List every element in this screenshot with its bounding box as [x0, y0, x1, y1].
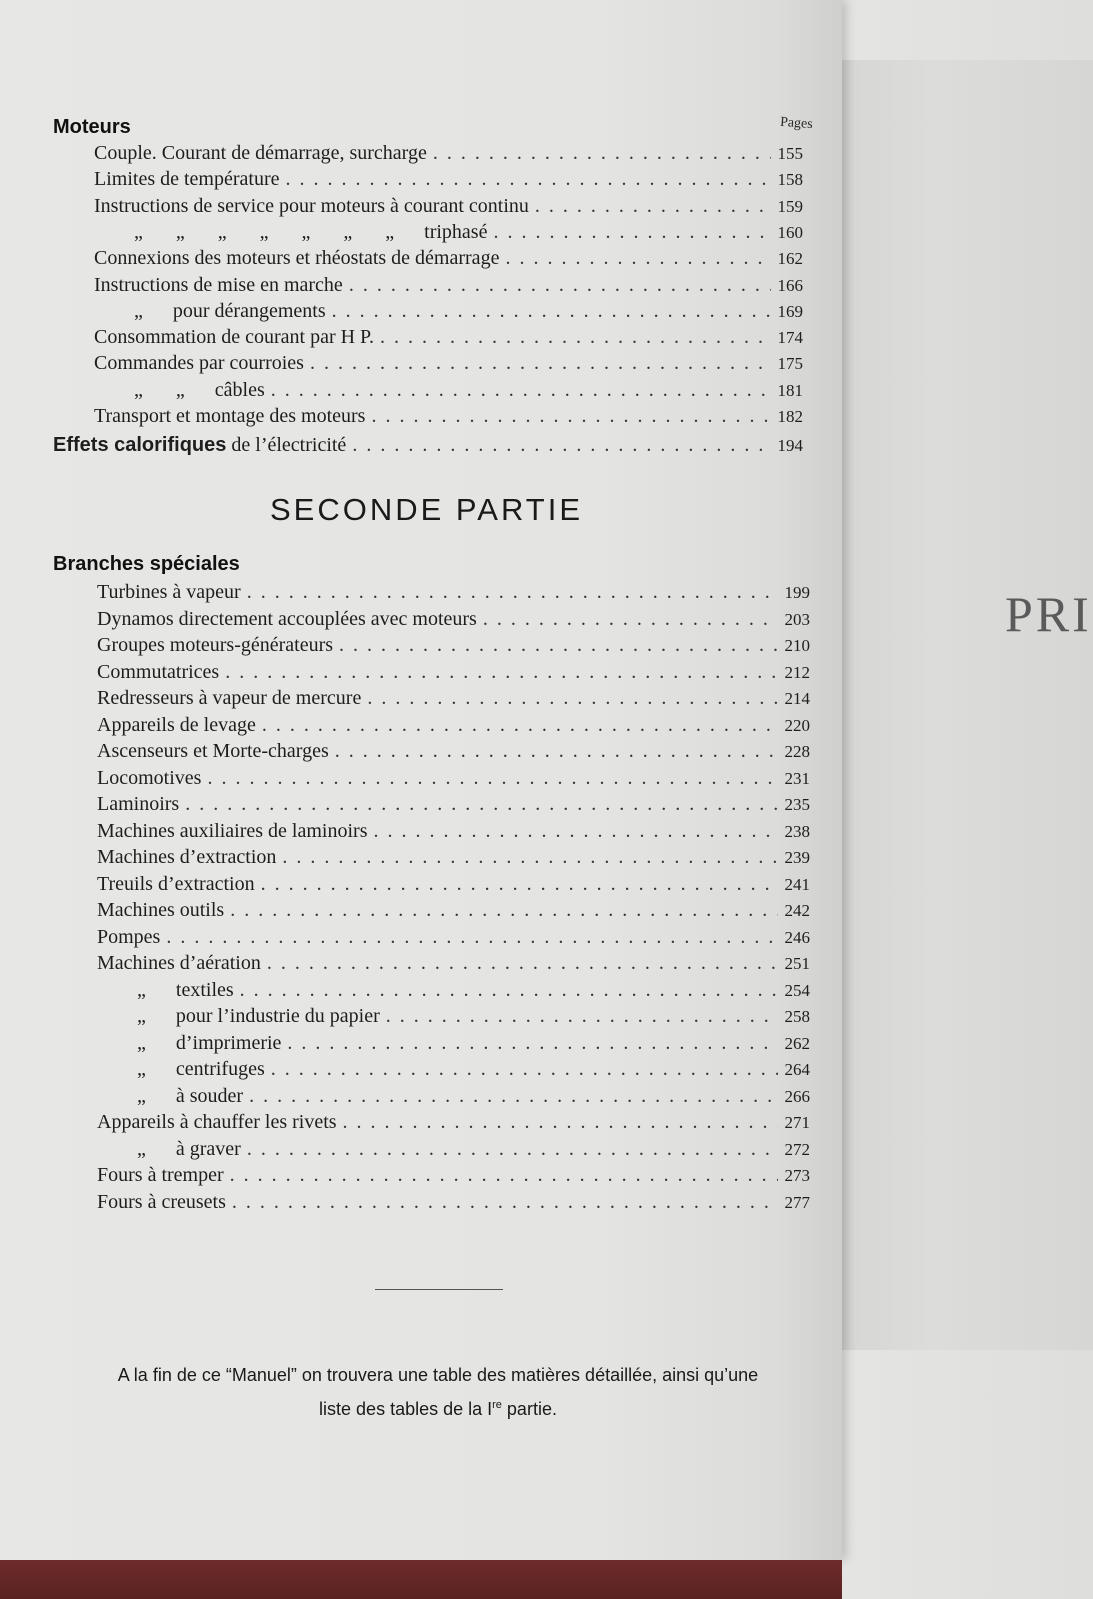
- toc-entry: [97, 714, 810, 737]
- toc-entry-label-group: [97, 740, 329, 763]
- ditto-marks: „: [137, 1137, 146, 1160]
- toc-entry-label-group: [97, 1164, 224, 1187]
- toc-entry-label: d’imprimerie: [175, 1031, 282, 1054]
- toc-entry-page: 241: [784, 874, 810, 894]
- toc-entry-label: Locomotives: [97, 766, 202, 789]
- dot-leader: [185, 793, 778, 816]
- ditto-marks: „: [137, 1005, 146, 1027]
- toc-entry-page: 194: [777, 436, 803, 455]
- dot-leader: [373, 820, 778, 843]
- toc-entry-label: Laminoirs: [97, 793, 180, 815]
- dot-leader: [343, 1111, 778, 1134]
- toc-entry-label: à graver: [175, 1137, 241, 1160]
- toc-entry-label-group: [94, 247, 499, 270]
- dot-leader: [271, 1058, 778, 1081]
- toc-entry-label-group: [97, 846, 276, 869]
- toc-entry: [97, 1111, 810, 1134]
- toc-entry: [94, 326, 803, 349]
- toc-entry-label-group: [97, 926, 160, 949]
- dot-leader: [249, 1085, 778, 1108]
- toc-entry: [94, 274, 803, 297]
- toc-entry-page: 159: [777, 196, 803, 216]
- toc-entry: [97, 846, 810, 869]
- toc-entry-label: à souder: [175, 1084, 244, 1107]
- toc-entry-page: 182: [777, 407, 803, 426]
- toc-entry-page: 199: [784, 583, 810, 602]
- toc-entry-label-group: [97, 767, 201, 790]
- dot-leader: [332, 300, 771, 323]
- toc-entry: [97, 767, 810, 790]
- toc-entry: [97, 793, 810, 816]
- toc-entry-page: 220: [784, 715, 810, 735]
- toc-entry-label: Pompes: [97, 925, 161, 948]
- toc-entry: [97, 1085, 810, 1108]
- dot-leader: [367, 687, 778, 710]
- toc-entry-label: Limites de température: [94, 168, 280, 191]
- dot-leader: [335, 740, 778, 763]
- toc-entry-label: Machines d’extraction: [97, 846, 277, 868]
- dot-leader: [267, 952, 778, 975]
- toc-entry: [97, 926, 810, 949]
- footnote-superscript: re: [492, 1399, 502, 1411]
- toc-entry-label-group: [97, 952, 261, 975]
- toc-entry-page: 251: [784, 954, 810, 973]
- toc-entry-label: Redresseurs à vapeur de mercure: [97, 687, 362, 709]
- toc-entry-page: 214: [784, 689, 810, 708]
- dot-leader: [339, 634, 778, 657]
- toc-entry-label: Fours à creusets: [97, 1190, 226, 1213]
- toc-entry-label-group: [97, 873, 255, 896]
- toc-entry-label: triphasé: [424, 220, 488, 243]
- ditto-marks: „: [137, 1058, 146, 1080]
- toc-entry-page: 242: [784, 901, 810, 920]
- toc-entry-label-group: [94, 352, 304, 375]
- section-heading-moteurs: Moteurs: [53, 116, 131, 138]
- toc-entry: [94, 221, 803, 244]
- section-heading-effets: Effets calorifiques: [53, 434, 227, 456]
- toc-entry-label: pour dérangements: [172, 299, 326, 322]
- ditto-marks: „: [137, 1084, 146, 1107]
- toc-entry-page: 166: [777, 275, 803, 295]
- toc-entry-label-group: [97, 979, 234, 1002]
- toc-entry-page: 169: [777, 301, 803, 321]
- dot-leader: [230, 1164, 778, 1187]
- footnote-line-2: [58, 1390, 818, 1424]
- toc-entry-label: Machines d’aération: [97, 952, 261, 974]
- toc-entry-label-group: [94, 379, 265, 402]
- toc-entry-label: Couple. Courant de démarrage, surcharge: [94, 142, 427, 164]
- dot-leader: [287, 1032, 778, 1055]
- section-heading-branches: Branches spéciales: [53, 553, 240, 575]
- toc-entry: [94, 379, 803, 402]
- toc-entry: [97, 1032, 810, 1055]
- dot-leader: [380, 326, 771, 349]
- toc-entry: [97, 1138, 810, 1161]
- toc-entry-label: de l’électricité: [231, 434, 347, 456]
- toc-entry-label: Instructions de mise en marche: [94, 273, 343, 296]
- toc-entry-page: 160: [777, 222, 803, 242]
- dot-leader: [240, 979, 778, 1002]
- toc-entry-label-group: [94, 168, 279, 191]
- toc-entry-page: 228: [784, 742, 810, 761]
- toc-entry-page: 272: [784, 1139, 810, 1159]
- toc-entry-label: Connexions des moteurs et rhéostats de démarrage: [94, 247, 500, 270]
- toc-entry-label: Groupes moteurs-générateurs: [97, 634, 334, 656]
- toc-entry: [97, 1191, 810, 1214]
- dot-leader: [166, 926, 778, 949]
- toc-entry-page: 238: [784, 821, 810, 841]
- toc-entry-label-group: [97, 581, 241, 604]
- toc-entry-page: 155: [777, 144, 803, 163]
- toc-entry-label: Appareils à chauffer les rivets: [97, 1111, 337, 1133]
- dot-leader: [310, 352, 771, 375]
- toc-entry-label: Appareils de levage: [97, 713, 256, 736]
- toc-entry-label: Instructions de service pour moteurs à courant continu: [94, 194, 529, 217]
- toc-entry: [94, 300, 803, 323]
- toc-entry: [94, 168, 803, 191]
- toc-entry-label: Treuils d’extraction: [97, 872, 255, 895]
- toc-entry-label-group: [97, 608, 477, 631]
- footnote: [58, 1360, 818, 1424]
- dot-leader: [247, 581, 778, 604]
- toc-entry-page: 273: [784, 1166, 810, 1185]
- toc-entry: [97, 661, 810, 684]
- toc-entry-label-group: [97, 1058, 265, 1081]
- toc-entry-label-group: [97, 1032, 281, 1055]
- toc-entry-label-group: [97, 661, 219, 684]
- dot-leader: [230, 899, 778, 922]
- toc-entry-page: 158: [777, 170, 803, 190]
- ditto-marks: „ „: [134, 378, 185, 401]
- toc-entry: [97, 608, 810, 631]
- toc-entry-label: Machines auxiliaires de laminoirs: [97, 819, 368, 842]
- toc-entry-page: 262: [784, 1033, 810, 1053]
- ditto-marks: „: [137, 978, 146, 1001]
- toc-entry-label: Consommation de courant par H P.: [94, 326, 374, 349]
- toc-entry: [94, 352, 803, 375]
- toc-entry-page: 210: [784, 636, 810, 655]
- divider-rule: [375, 1289, 503, 1290]
- toc-entry-label-group: [97, 1191, 226, 1214]
- toc-entry: [97, 581, 810, 604]
- toc-entry-page: 212: [784, 662, 810, 682]
- toc-entry-label: Dynamos directement accouplées avec moteurs: [97, 607, 477, 630]
- dot-leader: [493, 221, 771, 244]
- footnote-line-2-end: partie.: [501, 1399, 557, 1419]
- toc-entry-page: 254: [784, 980, 810, 1000]
- ditto-marks: „: [134, 299, 143, 322]
- dot-leader: [225, 661, 778, 684]
- toc-entry-effets-calorifiques: [53, 434, 803, 457]
- toc-entry: [97, 899, 810, 922]
- toc-entry-label: textiles: [175, 978, 234, 1001]
- toc-entry-label-group: [97, 687, 361, 710]
- toc-entry-label-group: [97, 899, 224, 922]
- toc-entry: [97, 820, 810, 843]
- toc-entry-page: 203: [784, 609, 810, 629]
- toc-entry: [97, 1005, 810, 1028]
- dot-leader: [232, 1191, 778, 1214]
- toc-entry-label: Transport et montage des moteurs: [94, 405, 366, 427]
- toc-entry: [97, 1164, 810, 1187]
- toc-entry-page: 246: [784, 927, 810, 947]
- toc-entry-label: Commandes par courroies: [94, 352, 304, 375]
- toc-entry-label: centrifuges: [175, 1058, 265, 1080]
- ditto-marks: „: [137, 1031, 146, 1054]
- toc-entry-label-group: [94, 274, 343, 297]
- toc-entry: [97, 687, 810, 710]
- toc-entry-page: 277: [784, 1192, 810, 1212]
- book-binding: [0, 1560, 842, 1599]
- dot-leader: [207, 767, 778, 790]
- toc-entry: [97, 634, 810, 657]
- toc-entry-page: 175: [777, 354, 803, 374]
- toc-entry-label-group: [94, 221, 487, 244]
- dot-leader: [271, 379, 771, 402]
- toc-entry-page: 231: [784, 768, 810, 788]
- toc-entry: [94, 247, 803, 270]
- toc-entry-label-group: [97, 1138, 241, 1161]
- toc-entry-label-group: [97, 1005, 380, 1028]
- toc-entry-label-group: [97, 793, 179, 816]
- part-title: SECONDE PARTIE: [270, 492, 584, 527]
- toc-entry: [97, 873, 810, 896]
- toc-entry: [94, 195, 803, 218]
- dot-leader: [352, 434, 771, 457]
- toc-entry-page: 174: [777, 328, 803, 348]
- toc-entry-label-group: [97, 1085, 243, 1108]
- dot-leader: [282, 846, 778, 869]
- ditto-marks: „ „ „ „ „ „ „: [134, 220, 395, 243]
- toc-entry-page: 181: [777, 380, 803, 400]
- toc-entry-label: Machines outils: [97, 899, 225, 921]
- toc-entry-page: 264: [784, 1060, 810, 1079]
- toc-entry-label-group: [94, 142, 427, 165]
- toc-entry: [94, 142, 803, 165]
- toc-entry-page: 239: [784, 848, 810, 867]
- toc-entry-label: Fours à tremper: [97, 1164, 224, 1186]
- toc-entry-label-group: [97, 820, 367, 843]
- toc-entry-label-group: [94, 195, 529, 218]
- toc-entry-label: câbles: [214, 378, 265, 401]
- dot-leader: [262, 714, 778, 737]
- dot-leader: [505, 247, 771, 270]
- toc-entry-page: 235: [784, 795, 810, 814]
- dot-leader: [261, 873, 778, 896]
- toc-entry-label: Turbines à vapeur: [97, 581, 241, 603]
- toc-entry-label: Commutatrices: [97, 660, 220, 683]
- footnote-line-1: A la fin de ce “Manuel” on trouvera une table des matières détaillée, ainsi qu’une: [117, 1365, 759, 1385]
- toc-entry: [97, 1058, 810, 1081]
- toc-entry-label-group: [94, 300, 326, 323]
- toc-entry: [94, 405, 803, 428]
- toc-entry-page: 271: [784, 1113, 810, 1132]
- toc-entry-page: 258: [784, 1007, 810, 1026]
- toc-entry-page: 266: [784, 1086, 810, 1106]
- toc-entry-label-group: [97, 714, 256, 737]
- right-page-partial-title: PRI: [1005, 586, 1092, 642]
- footnote-line-2-text: liste des tables de la I: [319, 1399, 493, 1419]
- toc-entry: [97, 952, 810, 975]
- dot-leader: [371, 405, 771, 428]
- dot-leader: [483, 608, 778, 631]
- toc-entry-label-group: [97, 634, 333, 657]
- dot-leader: [535, 195, 771, 218]
- toc-entry-label-group: [94, 405, 365, 428]
- right-page: [828, 60, 1093, 1350]
- toc-entry-label-group: [97, 1111, 337, 1134]
- dot-leader: [247, 1138, 778, 1161]
- toc-entry-label-group: [94, 326, 374, 349]
- dot-leader: [349, 274, 771, 297]
- toc-entry: [97, 979, 810, 1002]
- pages-column-label: Pages: [779, 114, 814, 133]
- dot-leader: [386, 1005, 778, 1028]
- toc-entry-page: 162: [777, 249, 803, 269]
- dot-leader: [433, 142, 771, 165]
- dot-leader: [285, 168, 771, 191]
- toc-entry: [97, 740, 810, 763]
- toc-entry-label: pour l’industrie du papier: [175, 1005, 380, 1027]
- toc-entry-label: Ascenseurs et Morte-charges: [97, 740, 329, 762]
